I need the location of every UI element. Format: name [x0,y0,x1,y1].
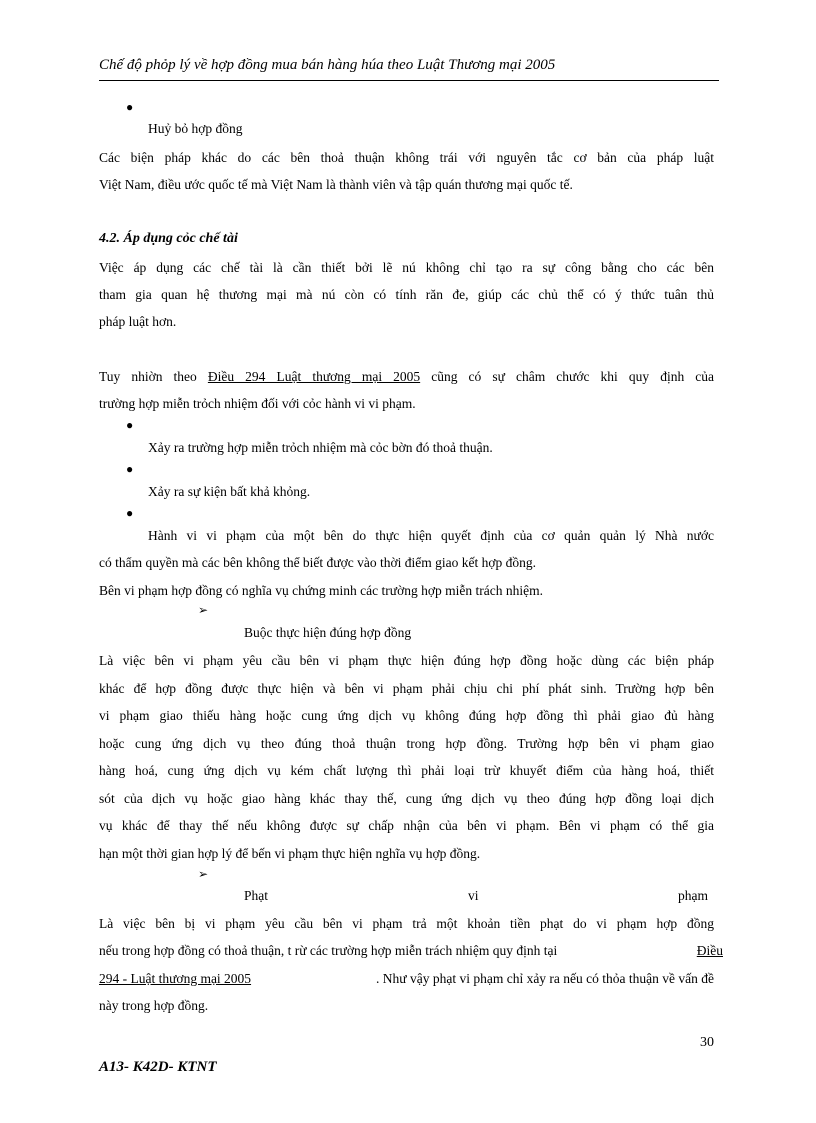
paragraph-line: hạn một thời gian hợp lý để bến vi phạm thực hiện nghĩa vụ hợp đồng. [99,846,481,861]
paragraph-line: Việt Nam, điều ước quốc tế mà Việt Nam là thành viên và tập quán thương mại quốc tế. [99,177,573,192]
paragraph-line: trường hợp miễn trỏch nhiệm đối với cỏc hành vi vi phạm. [99,396,416,411]
paragraph-line-with-link [99,369,714,385]
page-header: Chế độ phỏp lý về hợp đồng mua bán hàng húa theo Luật Thương mại 2005 [99,57,556,73]
law-link[interactable]: Điều [696,943,723,958]
section-heading: 4.2. Áp dụng cỏc chế tài [99,231,238,246]
page-number: 30 [700,1035,714,1050]
bullet-icon: ● [126,506,134,520]
bullet-icon: ● [126,418,134,432]
list-item-cancel-contract: Huỷ bỏ hợp đồng [148,121,243,136]
paragraph-line: Là việc bên vi phạm yêu cầu bên vi phạm thực hiện đúng hợp đồng hoặc dùng các biện pháp [99,653,714,668]
law-link[interactable]: Điều 294 Luật thương mại 2005 [207,369,421,384]
paragraph-text: cũng có sự châm chước khi quy định của [431,369,715,384]
paragraph-line: khác để hợp đồng được thực hiện và bên vi phạm phải chịu chi phí phát sinh. Trường hợp bên [99,681,714,696]
header-divider [99,80,719,81]
bullet-icon: ● [126,100,134,114]
page-footer: A13- K42D- KTNT [99,1059,217,1075]
arrow-bullet-icon: ➢ [198,867,209,881]
list-item-continuation: có thẩm quyền mà các bên không thể biết được vào thời điểm giao kết hợp đồng. [99,555,536,570]
subsection-title: Buộc thực hiện đúng hợp đồng [244,625,412,640]
arrow-bullet-icon: ➢ [198,603,209,617]
paragraph-line: Việc áp dụng các chế tài là cần thiết bởi lẽ nú không chỉ tạo ra sự công bằng cho các bên [99,260,714,275]
paragraph-line: vi phạm giao thiếu hàng hoặc cung ứng dịch vụ không đúng hợp đồng thì phải giao đủ hàng [99,708,714,723]
subsection-title-word: Phạt [244,888,269,903]
list-item: Xảy ra trường hợp miễn trỏch nhiệm mà cỏc bờn đó thoả thuận. [148,440,493,455]
bullet-icon: ● [126,462,134,476]
paragraph-line: này trong hợp đồng. [99,998,209,1013]
paragraph-line: hoặc cung ứng dịch vụ theo đúng thoả thuận trong hợp đồng. Trường hợp bên vi phạm giao [99,736,714,751]
paragraph-line: Là việc bên bị vi phạm yêu cầu bên vi phạm trả một khoản tiền phạt do vi phạm hợp đồng [99,916,714,931]
paragraph-text: Tuy nhiờn theo [99,369,197,384]
paragraph-line: Các biện pháp khác do các bên thoả thuận không trái với nguyên tắc cơ bản của pháp luật [99,150,714,165]
paragraph-text: nếu trong hợp đồng có thoả thuận, t rừ các trường hợp miễn trách nhiệm quy định tại [99,943,558,958]
paragraph-line: hàng hoá, cung ứng dịch vụ kém chất lượng thì phải loại trừ khuyết điểm của hàng hoá, thiết [99,763,714,778]
subsection-title-word: vi [468,888,479,903]
paragraph-line: Bên vi phạm hợp đồng có nghĩa vụ chứng minh các trường hợp miễn trách nhiệm. [99,583,543,598]
paragraph-line: tham gia quan hệ thương mại mà nú còn có tính răn đe, giúp các chủ thể có ý thức tuân thủ [99,287,714,302]
paragraph-line-with-link [99,943,723,959]
subsection-title-word: phạm [678,888,708,903]
law-link[interactable]: 294 - Luật thương mại 2005 [99,971,252,986]
paragraph-line: sót của dịch vụ hoặc giao hàng khác thay thế, cung ứng dịch vụ theo đúng hợp đồng loại dịch [99,791,714,806]
paragraph-line: pháp luật hơn. [99,314,177,329]
paragraph-line: vụ khác để thay thế nếu không được sự chấp nhận của bên vi phạm. Bên vi phạm có thể gia [99,818,714,833]
list-item: Hành vi vi phạm của một bên do thực hiện quyết định của cơ quản quản lý Nhà nước [148,528,714,543]
paragraph-line-with-link [99,971,714,987]
paragraph-text: . Như vậy phạt vi phạm chỉ xảy ra nếu có thỏa thuận về vấn đề [376,971,714,986]
list-item: Xảy ra sự kiện bất khả khỏng. [148,484,311,499]
